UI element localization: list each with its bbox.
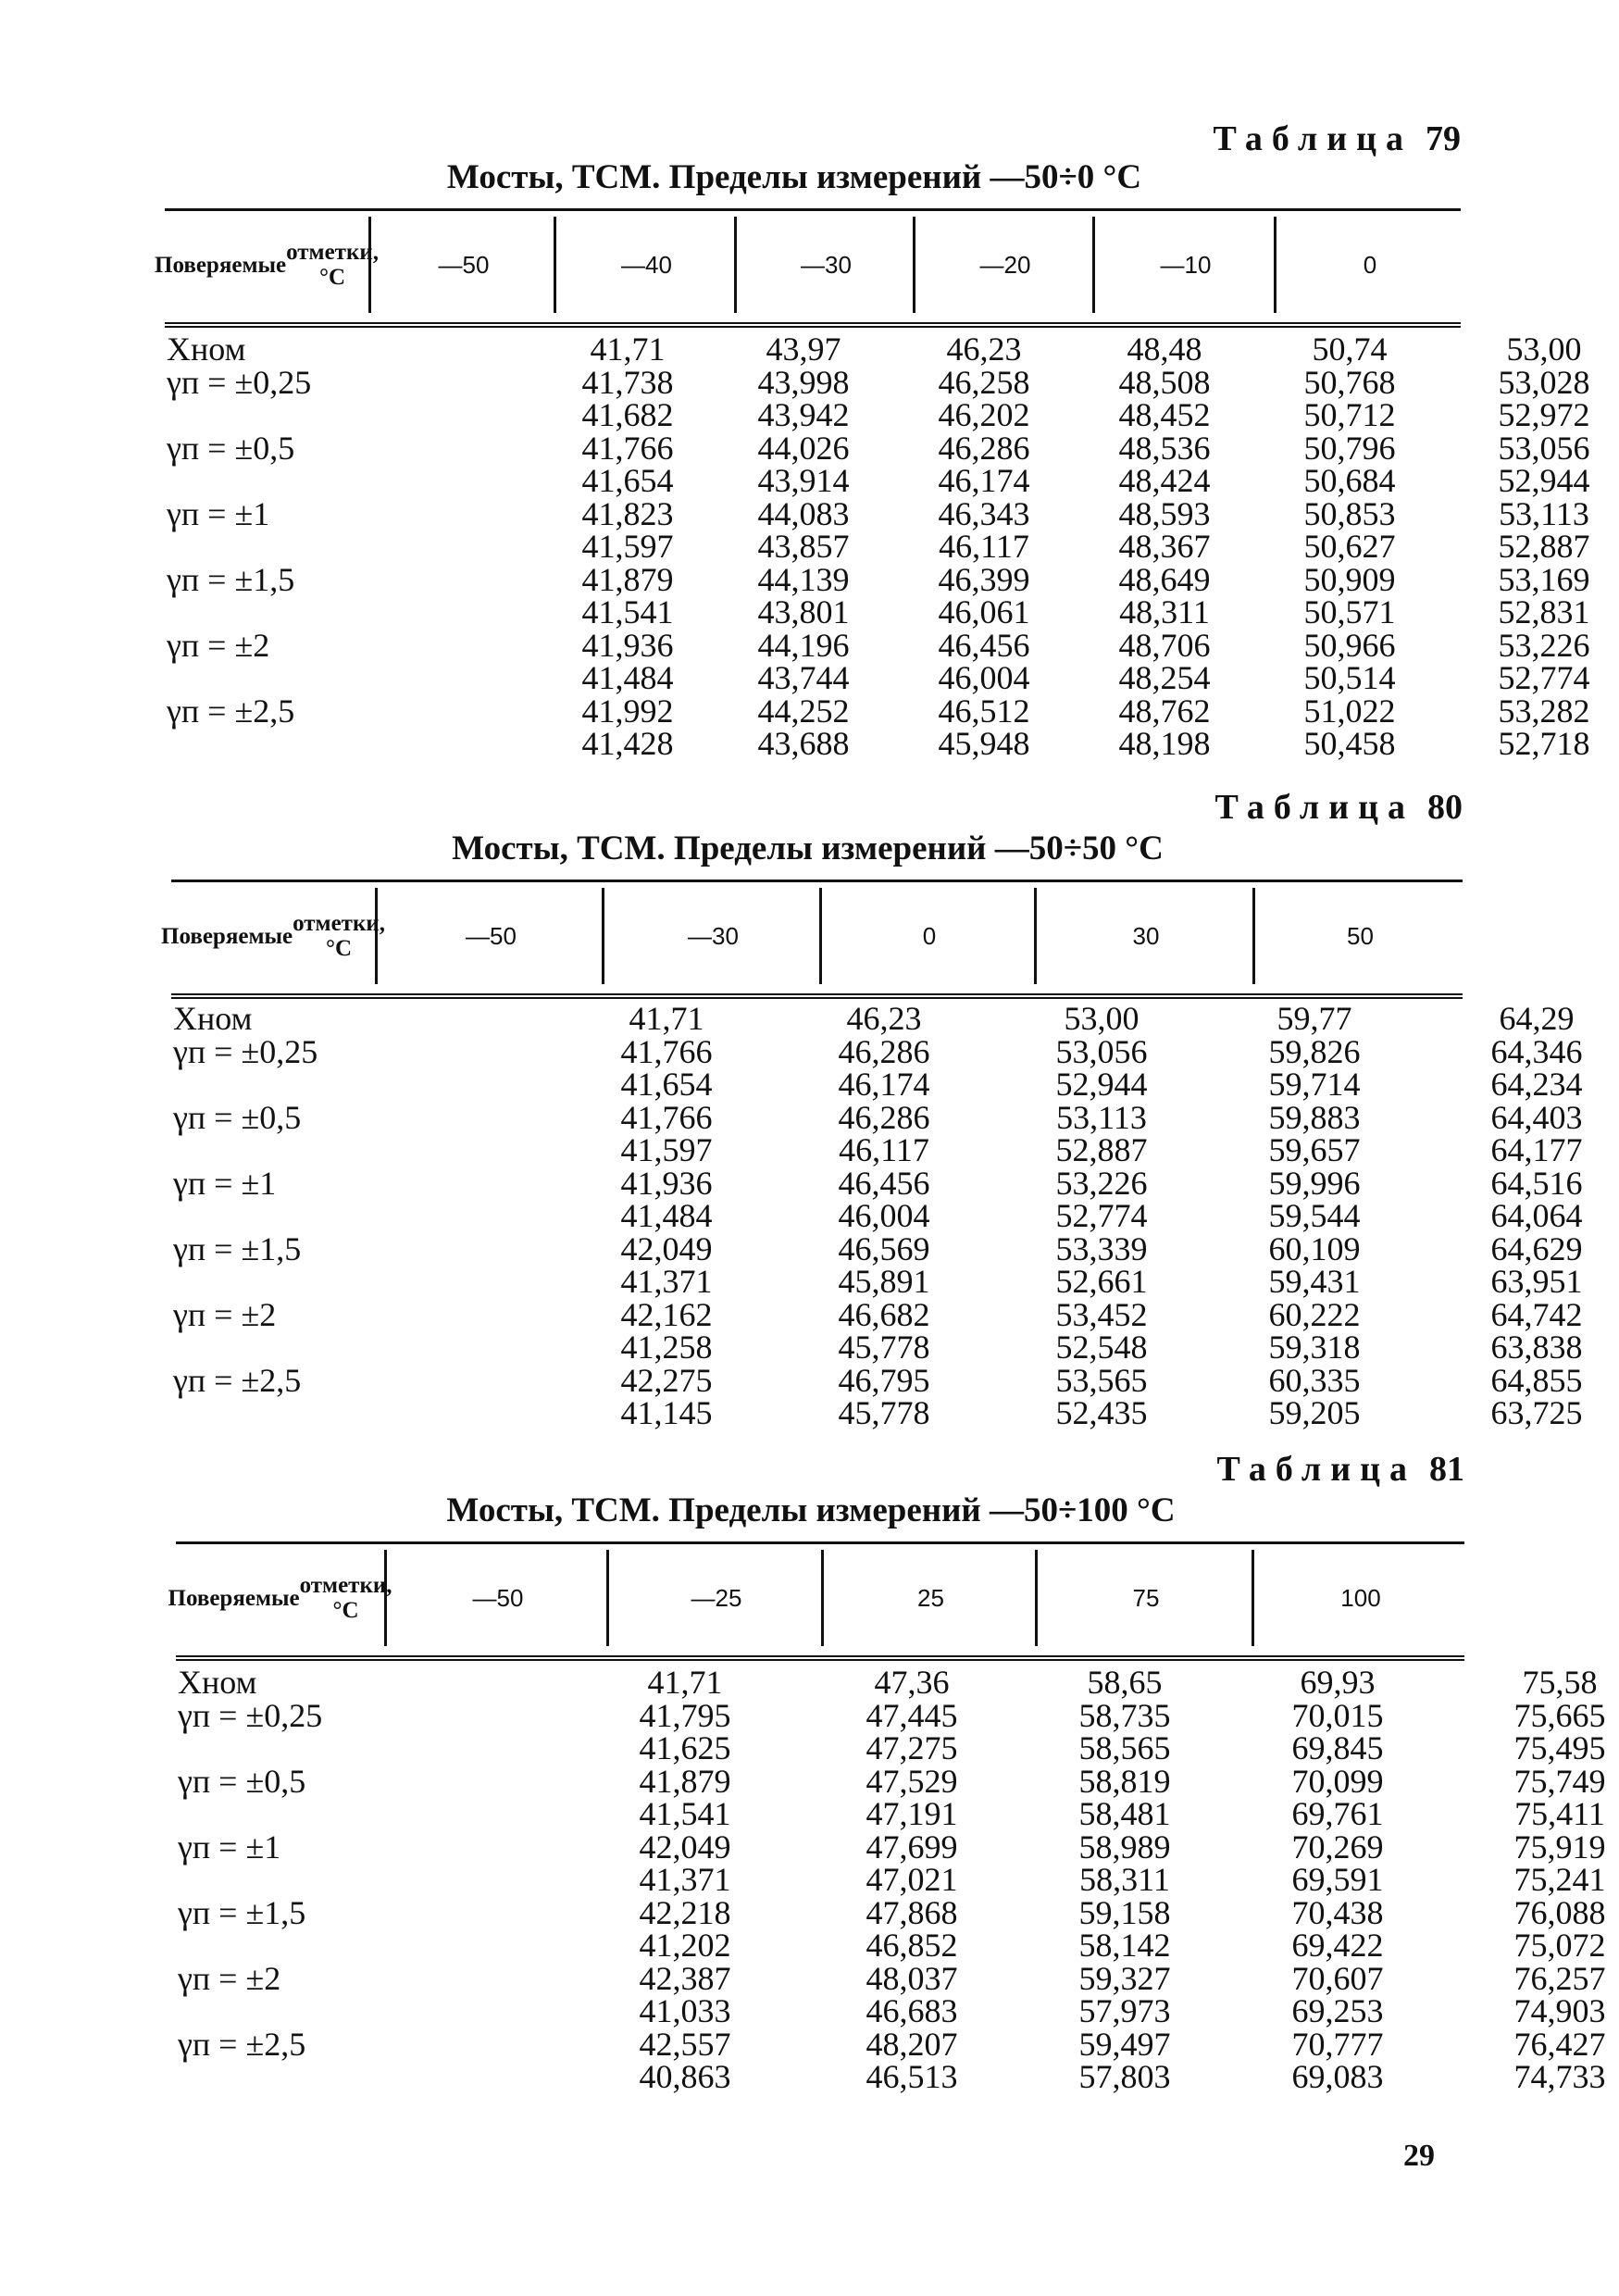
- table-cell: 53,113: [1499, 494, 1589, 532]
- table-cell: 47,275: [866, 1729, 958, 1766]
- column-header: —40: [554, 217, 737, 313]
- table-cell: 46,683: [866, 1992, 958, 2029]
- table-cell: 52,944: [1055, 1066, 1148, 1103]
- table-cell: 46,852: [866, 1927, 958, 1964]
- table-cell: 41,145: [620, 1394, 713, 1431]
- table-label: Таблица: [1216, 1450, 1416, 1489]
- column-header: —10: [1092, 217, 1277, 313]
- table-cell: 52,887: [1498, 528, 1590, 565]
- row-label: γп = ±1: [167, 494, 270, 532]
- column-header: —20: [913, 217, 1095, 313]
- table-cell: 52,661: [1055, 1263, 1148, 1300]
- table-cell: 46,174: [838, 1066, 930, 1103]
- table-title: Мосты, ТСМ. Пределы измерений —50÷100 °С: [446, 1491, 1176, 1529]
- table-cell: 53,00: [1064, 1000, 1140, 1037]
- table-cell: 45,778: [838, 1394, 930, 1431]
- table-cell: 48,037: [866, 1959, 958, 1997]
- table-cell: 64,516: [1490, 1164, 1583, 1202]
- table-cell: 69,591: [1291, 1861, 1384, 1898]
- table-cell: 41,71: [590, 331, 666, 368]
- table-cell: 52,831: [1498, 593, 1590, 630]
- row-label: Xном: [167, 331, 246, 368]
- table-cell: 46,399: [938, 560, 1030, 598]
- table-cell: 41,936: [581, 626, 674, 664]
- row-label: γп = ±1: [173, 1164, 277, 1202]
- table-cell: 43,942: [757, 396, 850, 433]
- table-cell: 46,23: [946, 331, 1022, 368]
- column-header: —50: [368, 217, 556, 313]
- table-cell: 59,205: [1268, 1394, 1361, 1431]
- table-cell: 50,458: [1303, 725, 1396, 762]
- table-cell: 70,099: [1291, 1762, 1384, 1800]
- table-cell: 42,049: [620, 1229, 713, 1267]
- table-cell: 41,879: [639, 1762, 731, 1800]
- table-cell: 64,346: [1490, 1032, 1583, 1070]
- row-label: γп = ±2,5: [167, 692, 295, 730]
- table-cell: 50,796: [1303, 429, 1396, 467]
- table-cell: 60,109: [1268, 1229, 1361, 1267]
- header-label-line1: Поверяемые: [161, 923, 293, 949]
- table-cell: 46,117: [839, 1131, 929, 1168]
- table-cell: 43,801: [757, 593, 850, 630]
- table-cell: 48,48: [1127, 331, 1202, 368]
- table-cell: 50,909: [1303, 560, 1396, 598]
- table-cell: 47,445: [866, 1696, 958, 1734]
- table-cell: 46,004: [838, 1197, 930, 1234]
- table-cell: 50,712: [1303, 396, 1396, 433]
- table-cell: 41,597: [581, 528, 674, 565]
- table-title: Мосты, ТСМ. Пределы измерений —50÷50 °С: [452, 830, 1164, 867]
- table-label: Таблица: [1214, 788, 1414, 827]
- table-cell: 59,657: [1268, 1131, 1361, 1168]
- table-cell: 59,318: [1268, 1329, 1361, 1366]
- table-cell: 41,625: [639, 1729, 731, 1766]
- table-cell: 44,026: [757, 429, 850, 467]
- row-label: γп = ±2,5: [173, 1361, 302, 1399]
- row-label: Xном: [173, 1000, 253, 1037]
- table-cell: 41,371: [639, 1861, 731, 1898]
- row-label: γп = ±1,5: [178, 1893, 306, 1931]
- table-number: [1216, 1449, 1464, 1490]
- table-number-value: 80: [1427, 788, 1463, 827]
- table-cell: 41,71: [629, 1000, 704, 1037]
- table-cell: 63,725: [1490, 1394, 1583, 1431]
- table-cell: 70,607: [1291, 1959, 1384, 1997]
- table-cell: 74,733: [1513, 2058, 1606, 2095]
- table-cell: 42,275: [620, 1361, 713, 1399]
- table-cell: 75,072: [1513, 1927, 1606, 1964]
- table-cell: 41,795: [639, 1696, 731, 1734]
- table-cell: 45,778: [838, 1329, 930, 1366]
- table-cell: 59,158: [1078, 1893, 1171, 1931]
- row-label: γп = ±0,5: [167, 429, 295, 467]
- row-label: γп = ±0,25: [178, 1696, 323, 1734]
- table-cell: 40,863: [639, 2058, 731, 2095]
- table-cell: 52,548: [1055, 1329, 1148, 1366]
- table-cell: 70,438: [1291, 1893, 1384, 1931]
- table-cell: 47,868: [866, 1893, 958, 1931]
- table-cell: 76,088: [1513, 1893, 1606, 1931]
- table-cell: 46,456: [938, 626, 1030, 664]
- table-cell: 50,627: [1303, 528, 1396, 565]
- table-cell: 69,93: [1300, 1664, 1376, 1701]
- table-cell: 59,327: [1078, 1959, 1171, 1997]
- table-cell: 47,36: [874, 1664, 950, 1701]
- table-cell: 46,258: [938, 363, 1030, 401]
- table-cell: 59,544: [1268, 1197, 1361, 1234]
- header-label-cell: [168, 1550, 392, 1646]
- table-cell: 70,269: [1291, 1828, 1384, 1866]
- table-cell: 48,536: [1118, 429, 1211, 467]
- table-cell: 53,282: [1498, 692, 1590, 730]
- table-cell: 46,513: [866, 2058, 958, 2095]
- column-header: —25: [606, 1550, 824, 1646]
- page-number: 29: [1403, 2139, 1435, 2173]
- table-cell: 44,083: [757, 494, 850, 532]
- table-cell: 50,514: [1303, 659, 1396, 696]
- table-cell: 41,484: [620, 1197, 713, 1234]
- table-cell: 44,252: [757, 692, 850, 730]
- table-cell: 42,557: [639, 2025, 731, 2063]
- table-cell: 46,286: [938, 429, 1030, 467]
- table-cell: 41,258: [620, 1329, 713, 1366]
- table-cell: 53,00: [1506, 331, 1582, 368]
- table-cell: 41,654: [620, 1066, 713, 1103]
- table-cell: 58,989: [1078, 1828, 1171, 1866]
- table-cell: 64,403: [1490, 1098, 1583, 1136]
- table-cell: 41,766: [581, 429, 674, 467]
- table-cell: 43,914: [757, 462, 850, 499]
- table-cell: 48,706: [1118, 626, 1211, 664]
- table-cell: 75,411: [1514, 1795, 1605, 1832]
- table-cell: 41,738: [581, 363, 674, 401]
- column-header: —50: [375, 888, 604, 984]
- table-cell: 64,177: [1490, 1131, 1583, 1168]
- column-header: —30: [602, 888, 822, 984]
- table-cell: 47,529: [866, 1762, 958, 1800]
- table-cell: 50,571: [1303, 593, 1396, 630]
- table-cell: 75,495: [1513, 1729, 1606, 1766]
- table-cell: 75,241: [1513, 1861, 1606, 1898]
- table-cell: 46,682: [838, 1295, 930, 1333]
- table-cell: 41,992: [581, 692, 674, 730]
- table-cell: 60,222: [1268, 1295, 1361, 1333]
- table-cell: 52,972: [1498, 396, 1590, 433]
- table-cell: 50,768: [1303, 363, 1396, 401]
- row-label: γп = ±0,25: [167, 363, 312, 401]
- table-cell: 41,597: [620, 1131, 713, 1168]
- table-cell: 46,456: [838, 1164, 930, 1202]
- table-cell: 59,77: [1277, 1000, 1352, 1037]
- table-cell: 41,879: [581, 560, 674, 598]
- row-label: γп = ±1: [178, 1828, 281, 1866]
- table-cell: 44,139: [757, 560, 850, 598]
- table-cell: 76,257: [1513, 1959, 1606, 1997]
- table-cell: 41,766: [620, 1032, 713, 1070]
- table-cell: 59,826: [1268, 1032, 1361, 1070]
- column-header: —50: [384, 1550, 609, 1646]
- table-cell: 48,593: [1118, 494, 1211, 532]
- table-cell: 46,004: [938, 659, 1030, 696]
- table-cell: 59,714: [1268, 1066, 1361, 1103]
- table-cell: 75,665: [1513, 1696, 1606, 1734]
- table-cell: 41,936: [620, 1164, 713, 1202]
- row-label: γп = ±0,5: [178, 1762, 306, 1800]
- table-cell: 46,343: [938, 494, 1030, 532]
- table-cell: 52,774: [1055, 1197, 1148, 1234]
- table-cell: 42,049: [639, 1828, 731, 1866]
- table-cell: 52,435: [1055, 1394, 1148, 1431]
- table-cell: 41,682: [581, 396, 674, 433]
- table-cell: 74,903: [1513, 1992, 1606, 2029]
- table-cell: 41,71: [647, 1664, 723, 1701]
- row-label: γп = ±2,5: [178, 2025, 306, 2063]
- table-cell: 41,541: [581, 593, 674, 630]
- table-cell: 48,762: [1118, 692, 1211, 730]
- table-cell: 75,58: [1522, 1664, 1598, 1701]
- table-cell: 46,174: [938, 462, 1030, 499]
- header-label-line1: Поверяемые: [155, 252, 287, 278]
- table-cell: 64,629: [1490, 1229, 1583, 1267]
- table-cell: 41,654: [581, 462, 674, 499]
- table-cell: 58,311: [1079, 1861, 1170, 1898]
- table-cell: 64,064: [1490, 1197, 1583, 1234]
- table-cell: 58,142: [1078, 1927, 1171, 1964]
- table-cell: 58,65: [1087, 1664, 1163, 1701]
- table-cell: 46,512: [938, 692, 1030, 730]
- table-cell: 41,371: [620, 1263, 713, 1300]
- table-cell: 41,823: [581, 494, 674, 532]
- table-cell: 46,061: [938, 593, 1030, 630]
- header-label-line2: отметки, °С: [293, 911, 386, 961]
- table-cell: 59,497: [1078, 2025, 1171, 2063]
- table-cell: 48,367: [1118, 528, 1211, 565]
- table-cell: 43,998: [757, 363, 850, 401]
- table-cell: 45,948: [938, 725, 1030, 762]
- table-cell: 76,427: [1513, 2025, 1606, 2063]
- table-cell: 47,699: [866, 1828, 958, 1866]
- table-cell: 50,966: [1303, 626, 1396, 664]
- table-cell: 60,335: [1268, 1361, 1361, 1399]
- table-number-value: 81: [1429, 1450, 1464, 1489]
- row-label: γп = ±0,5: [173, 1098, 302, 1136]
- table-cell: 42,218: [639, 1893, 731, 1931]
- table-cell: 64,234: [1490, 1066, 1583, 1103]
- column-header: 50: [1252, 888, 1465, 984]
- table-cell: 51,022: [1303, 692, 1396, 730]
- row-label: Xном: [178, 1664, 257, 1701]
- table-label: Таблица: [1213, 119, 1413, 158]
- table-cell: 69,845: [1291, 1729, 1384, 1766]
- table-cell: 41,484: [581, 659, 674, 696]
- table-cell: 64,742: [1490, 1295, 1583, 1333]
- table-cell: 53,452: [1055, 1295, 1148, 1333]
- table-cell: 41,541: [639, 1795, 731, 1832]
- column-header: 30: [1034, 888, 1255, 984]
- table-cell: 43,688: [757, 725, 850, 762]
- column-header: 0: [1274, 217, 1463, 313]
- row-label: γп = ±1,5: [167, 560, 295, 598]
- table-cell: 70,777: [1291, 2025, 1384, 2063]
- column-header: 75: [1035, 1550, 1254, 1646]
- table-cell: 69,761: [1291, 1795, 1384, 1832]
- column-header: 0: [819, 888, 1037, 984]
- table-cell: 53,565: [1055, 1361, 1148, 1399]
- table-cell: 58,735: [1078, 1696, 1171, 1734]
- table-cell: 48,254: [1118, 659, 1211, 696]
- table-cell: 48,198: [1118, 725, 1211, 762]
- table-cell: 41,202: [639, 1927, 731, 1964]
- table-cell: 52,774: [1498, 659, 1590, 696]
- table-cell: 41,428: [581, 725, 674, 762]
- table-cell: 75,919: [1513, 1828, 1606, 1866]
- table-cell: 48,452: [1118, 396, 1211, 433]
- table-cell: 58,481: [1078, 1795, 1171, 1832]
- table-cell: 70,015: [1291, 1696, 1384, 1734]
- table-cell: 53,339: [1055, 1229, 1148, 1267]
- table-cell: 69,083: [1291, 2058, 1384, 2095]
- table-title: Мосты, ТСМ. Пределы измерений —50÷0 °С: [446, 158, 1142, 196]
- table-cell: 44,196: [757, 626, 850, 664]
- table-cell: 63,951: [1490, 1263, 1583, 1300]
- table-cell: 46,117: [939, 528, 1029, 565]
- table-cell: 43,857: [757, 528, 850, 565]
- table-cell: 48,649: [1118, 560, 1211, 598]
- table-cell: 45,891: [838, 1263, 930, 1300]
- table-cell: 52,718: [1498, 725, 1590, 762]
- row-label: γп = ±2: [167, 626, 270, 664]
- column-header: 25: [821, 1550, 1038, 1646]
- row-label: γп = ±2: [178, 1959, 281, 1997]
- header-label-line2: отметки, °С: [299, 1573, 392, 1623]
- table-cell: 59,431: [1268, 1263, 1361, 1300]
- table-cell: 53,028: [1498, 363, 1590, 401]
- table-cell: 46,286: [838, 1098, 930, 1136]
- table-cell: 48,311: [1119, 593, 1210, 630]
- row-label: γп = ±1,5: [173, 1229, 302, 1267]
- table-cell: 53,056: [1498, 429, 1590, 467]
- table-cell: 46,795: [838, 1361, 930, 1399]
- table-cell: 59,883: [1268, 1098, 1361, 1136]
- column-header: —30: [734, 217, 915, 313]
- table-cell: 43,97: [766, 331, 841, 368]
- table-cell: 48,508: [1118, 363, 1211, 401]
- header-label-line2: отметки, °С: [286, 240, 380, 290]
- table-cell: 63,838: [1490, 1329, 1583, 1366]
- table-cell: 47,191: [866, 1795, 958, 1832]
- table-cell: 53,226: [1055, 1164, 1148, 1202]
- table-cell: 50,853: [1303, 494, 1396, 532]
- table-cell: 58,819: [1078, 1762, 1171, 1800]
- table-cell: 53,056: [1055, 1032, 1148, 1070]
- table-cell: 46,202: [938, 396, 1030, 433]
- table-cell: 53,113: [1056, 1098, 1147, 1136]
- column-header: 100: [1252, 1550, 1467, 1646]
- table-cell: 46,286: [838, 1032, 930, 1070]
- row-label: γп = ±0,25: [173, 1032, 318, 1070]
- header-label-line1: Поверяемые: [168, 1585, 300, 1611]
- table-cell: 57,973: [1078, 1992, 1171, 2029]
- table-header: [168, 1541, 1464, 1661]
- table-cell: 43,744: [757, 659, 850, 696]
- table-cell: 53,169: [1498, 560, 1590, 598]
- table-cell: 46,23: [846, 1000, 922, 1037]
- table-cell: 48,424: [1118, 462, 1211, 499]
- table-cell: 59,996: [1268, 1164, 1361, 1202]
- table-cell: 42,387: [639, 1959, 731, 1997]
- table-cell: 64,29: [1499, 1000, 1575, 1037]
- table-cell: 53,226: [1498, 626, 1590, 664]
- table-cell: 57,803: [1078, 2058, 1171, 2095]
- table-cell: 69,422: [1291, 1927, 1384, 1964]
- table-cell: 52,944: [1498, 462, 1590, 499]
- row-label: γп = ±2: [173, 1295, 277, 1333]
- table-cell: 69,253: [1291, 1992, 1384, 2029]
- table-cell: 48,207: [866, 2025, 958, 2063]
- table-cell: 46,569: [838, 1229, 930, 1267]
- table-cell: 75,749: [1513, 1762, 1606, 1800]
- table-cell: 41,033: [639, 1992, 731, 2029]
- table-cell: 64,855: [1490, 1361, 1583, 1399]
- table-cell: 47,021: [866, 1861, 958, 1898]
- table-number-value: 79: [1426, 119, 1461, 158]
- table-cell: 52,887: [1055, 1131, 1148, 1168]
- table-cell: 41,766: [620, 1098, 713, 1136]
- table-cell: 50,74: [1312, 331, 1388, 368]
- table-cell: 58,565: [1078, 1729, 1171, 1766]
- table-cell: 42,162: [620, 1295, 713, 1333]
- table-cell: 50,684: [1303, 462, 1396, 499]
